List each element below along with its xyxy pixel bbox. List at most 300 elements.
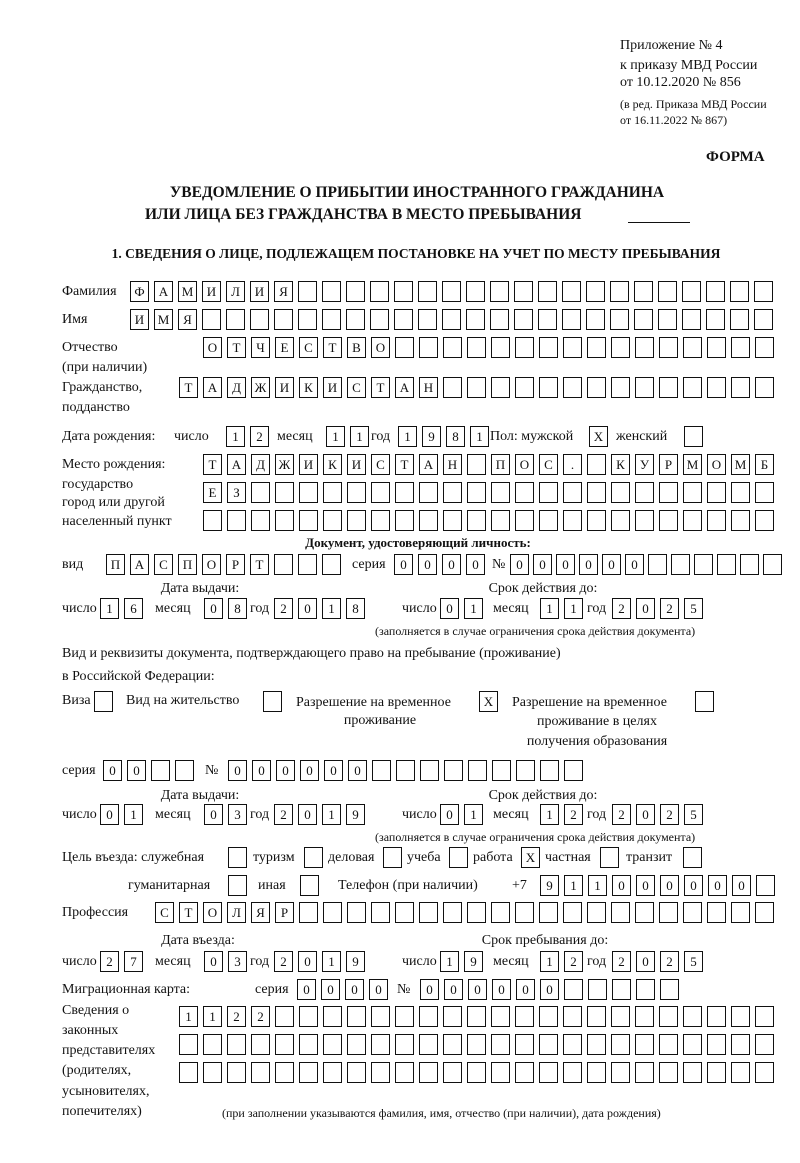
char-box[interactable]: [515, 510, 534, 531]
char-box[interactable]: Д: [227, 377, 246, 398]
char-box[interactable]: П: [178, 554, 197, 575]
char-box[interactable]: [683, 847, 702, 868]
char-box[interactable]: Т: [203, 454, 222, 475]
char-box[interactable]: [251, 482, 270, 503]
char-box[interactable]: [515, 377, 534, 398]
char-box[interactable]: К: [323, 454, 342, 475]
char-box[interactable]: [323, 902, 342, 923]
char-box[interactable]: 9: [422, 426, 441, 447]
char-box[interactable]: [635, 902, 654, 923]
char-box[interactable]: 0: [684, 875, 703, 896]
char-box[interactable]: [563, 902, 582, 923]
char-box[interactable]: Е: [203, 482, 222, 503]
char-box[interactable]: [275, 482, 294, 503]
char-box[interactable]: 9: [464, 951, 483, 972]
char-box[interactable]: Т: [179, 902, 198, 923]
char-box[interactable]: 1: [226, 426, 245, 447]
char-box[interactable]: 0: [602, 554, 621, 575]
char-box[interactable]: А: [154, 281, 173, 302]
char-box[interactable]: [347, 510, 366, 531]
char-box[interactable]: [648, 554, 667, 575]
char-box[interactable]: [151, 760, 170, 781]
char-box[interactable]: 1: [564, 875, 583, 896]
char-box[interactable]: [683, 377, 702, 398]
char-box[interactable]: 2: [612, 951, 631, 972]
char-box[interactable]: [372, 760, 391, 781]
char-box[interactable]: [299, 1006, 318, 1027]
char-box[interactable]: С: [154, 554, 173, 575]
char-box[interactable]: [491, 1034, 510, 1055]
char-box[interactable]: [444, 760, 463, 781]
char-box[interactable]: 0: [204, 804, 223, 825]
char-box[interactable]: [275, 1006, 294, 1027]
char-box[interactable]: 0: [420, 979, 439, 1000]
char-box[interactable]: [467, 1062, 486, 1083]
char-box[interactable]: [659, 1006, 678, 1027]
char-box[interactable]: .: [563, 454, 582, 475]
char-box[interactable]: [707, 482, 726, 503]
char-box[interactable]: [395, 482, 414, 503]
char-box[interactable]: [419, 482, 438, 503]
char-box[interactable]: 5: [684, 598, 703, 619]
char-box[interactable]: И: [202, 281, 221, 302]
char-box[interactable]: [515, 1006, 534, 1027]
char-box[interactable]: [323, 1062, 342, 1083]
char-box[interactable]: [683, 1034, 702, 1055]
char-box[interactable]: К: [299, 377, 318, 398]
char-box[interactable]: 0: [540, 979, 559, 1000]
char-box[interactable]: 2: [660, 951, 679, 972]
char-box[interactable]: Т: [371, 377, 390, 398]
char-box[interactable]: С: [299, 337, 318, 358]
char-box[interactable]: [275, 510, 294, 531]
char-box[interactable]: [467, 337, 486, 358]
char-box[interactable]: [563, 1034, 582, 1055]
char-box[interactable]: [683, 510, 702, 531]
char-box[interactable]: X: [521, 847, 540, 868]
char-box[interactable]: А: [203, 377, 222, 398]
char-box[interactable]: [467, 510, 486, 531]
char-box[interactable]: [683, 1006, 702, 1027]
char-box[interactable]: 0: [510, 554, 529, 575]
char-box[interactable]: [491, 482, 510, 503]
char-box[interactable]: Л: [227, 902, 246, 923]
char-box[interactable]: В: [347, 337, 366, 358]
char-box[interactable]: 6: [124, 598, 143, 619]
char-box[interactable]: 2: [564, 951, 583, 972]
char-box[interactable]: 0: [298, 951, 317, 972]
char-box[interactable]: [263, 691, 282, 712]
char-box[interactable]: [659, 377, 678, 398]
char-box[interactable]: 2: [250, 426, 269, 447]
char-box[interactable]: [755, 510, 774, 531]
char-box[interactable]: [492, 760, 511, 781]
char-box[interactable]: [563, 377, 582, 398]
char-box[interactable]: М: [178, 281, 197, 302]
char-box[interactable]: [395, 1006, 414, 1027]
char-box[interactable]: [539, 1062, 558, 1083]
char-box[interactable]: [443, 1034, 462, 1055]
char-box[interactable]: Т: [227, 337, 246, 358]
char-box[interactable]: [539, 510, 558, 531]
char-box[interactable]: 0: [440, 804, 459, 825]
char-box[interactable]: 0: [103, 760, 122, 781]
char-box[interactable]: [371, 902, 390, 923]
char-box[interactable]: [347, 902, 366, 923]
char-box[interactable]: [586, 281, 605, 302]
char-box[interactable]: [395, 510, 414, 531]
char-box[interactable]: [635, 1034, 654, 1055]
char-box[interactable]: X: [479, 691, 498, 712]
char-box[interactable]: 2: [612, 804, 631, 825]
char-box[interactable]: 2: [227, 1006, 246, 1027]
char-box[interactable]: [299, 1062, 318, 1083]
char-box[interactable]: [274, 554, 293, 575]
char-box[interactable]: [671, 554, 690, 575]
char-box[interactable]: [443, 377, 462, 398]
char-box[interactable]: 0: [625, 554, 644, 575]
char-box[interactable]: [467, 1034, 486, 1055]
char-box[interactable]: [635, 510, 654, 531]
char-box[interactable]: [202, 309, 221, 330]
char-box[interactable]: 0: [444, 979, 463, 1000]
char-box[interactable]: [467, 1006, 486, 1027]
char-box[interactable]: [562, 309, 581, 330]
char-box[interactable]: [611, 377, 630, 398]
char-box[interactable]: [515, 902, 534, 923]
char-box[interactable]: [299, 510, 318, 531]
char-box[interactable]: 0: [369, 979, 388, 1000]
char-box[interactable]: [659, 337, 678, 358]
char-box[interactable]: [203, 510, 222, 531]
char-box[interactable]: Т: [323, 337, 342, 358]
char-box[interactable]: [515, 337, 534, 358]
char-box[interactable]: [419, 1062, 438, 1083]
char-box[interactable]: И: [130, 309, 149, 330]
char-box[interactable]: [659, 482, 678, 503]
char-box[interactable]: 0: [516, 979, 535, 1000]
char-box[interactable]: [179, 1062, 198, 1083]
char-box[interactable]: [538, 281, 557, 302]
char-box[interactable]: [467, 482, 486, 503]
char-box[interactable]: [683, 482, 702, 503]
char-box[interactable]: [635, 337, 654, 358]
char-box[interactable]: [443, 1062, 462, 1083]
char-box[interactable]: [755, 902, 774, 923]
char-box[interactable]: Р: [226, 554, 245, 575]
char-box[interactable]: [587, 510, 606, 531]
char-box[interactable]: [731, 1006, 750, 1027]
char-box[interactable]: [731, 337, 750, 358]
char-box[interactable]: [419, 337, 438, 358]
char-box[interactable]: [563, 337, 582, 358]
char-box[interactable]: [515, 1062, 534, 1083]
char-box[interactable]: 2: [274, 804, 293, 825]
char-box[interactable]: [611, 902, 630, 923]
char-box[interactable]: [491, 510, 510, 531]
char-box[interactable]: [94, 691, 113, 712]
char-box[interactable]: 1: [540, 598, 559, 619]
char-box[interactable]: Д: [251, 454, 270, 475]
char-box[interactable]: Ч: [251, 337, 270, 358]
char-box[interactable]: 8: [346, 598, 365, 619]
char-box[interactable]: [395, 902, 414, 923]
char-box[interactable]: 0: [636, 951, 655, 972]
char-box[interactable]: [418, 281, 437, 302]
char-box[interactable]: 0: [660, 875, 679, 896]
char-box[interactable]: [449, 847, 468, 868]
char-box[interactable]: [228, 875, 247, 896]
char-box[interactable]: 0: [298, 598, 317, 619]
char-box[interactable]: 2: [100, 951, 119, 972]
char-box[interactable]: 0: [100, 804, 119, 825]
char-box[interactable]: [707, 377, 726, 398]
char-box[interactable]: [754, 309, 773, 330]
char-box[interactable]: [636, 979, 655, 1000]
char-box[interactable]: Я: [178, 309, 197, 330]
char-box[interactable]: [634, 309, 653, 330]
char-box[interactable]: [395, 1034, 414, 1055]
char-box[interactable]: [490, 309, 509, 330]
char-box[interactable]: [707, 337, 726, 358]
char-box[interactable]: [539, 482, 558, 503]
char-box[interactable]: [611, 1006, 630, 1027]
char-box[interactable]: [706, 309, 725, 330]
char-box[interactable]: [587, 337, 606, 358]
char-box[interactable]: 1: [322, 951, 341, 972]
char-box[interactable]: [683, 902, 702, 923]
char-box[interactable]: [731, 377, 750, 398]
char-box[interactable]: 0: [466, 554, 485, 575]
char-box[interactable]: [371, 1006, 390, 1027]
char-box[interactable]: 1: [322, 598, 341, 619]
char-box[interactable]: [275, 1034, 294, 1055]
char-box[interactable]: [755, 377, 774, 398]
char-box[interactable]: [610, 309, 629, 330]
char-box[interactable]: [371, 1062, 390, 1083]
char-box[interactable]: 0: [204, 951, 223, 972]
char-box[interactable]: 1: [124, 804, 143, 825]
char-box[interactable]: X: [589, 426, 608, 447]
char-box[interactable]: [731, 902, 750, 923]
char-box[interactable]: [347, 1006, 366, 1027]
char-box[interactable]: [587, 377, 606, 398]
char-box[interactable]: 1: [322, 804, 341, 825]
char-box[interactable]: [515, 482, 534, 503]
char-box[interactable]: 2: [274, 598, 293, 619]
char-box[interactable]: [659, 902, 678, 923]
char-box[interactable]: [707, 510, 726, 531]
char-box[interactable]: [660, 979, 679, 1000]
char-box[interactable]: [394, 281, 413, 302]
char-box[interactable]: 0: [636, 598, 655, 619]
char-box[interactable]: 0: [300, 760, 319, 781]
char-box[interactable]: 0: [348, 760, 367, 781]
char-box[interactable]: А: [395, 377, 414, 398]
char-box[interactable]: [539, 377, 558, 398]
char-box[interactable]: [346, 309, 365, 330]
char-box[interactable]: 0: [556, 554, 575, 575]
char-box[interactable]: К: [611, 454, 630, 475]
char-box[interactable]: [419, 510, 438, 531]
char-box[interactable]: [515, 1034, 534, 1055]
char-box[interactable]: [659, 510, 678, 531]
char-box[interactable]: [443, 482, 462, 503]
char-box[interactable]: С: [539, 454, 558, 475]
char-box[interactable]: [731, 1034, 750, 1055]
char-box[interactable]: Р: [275, 902, 294, 923]
char-box[interactable]: 0: [732, 875, 751, 896]
char-box[interactable]: 7: [124, 951, 143, 972]
char-box[interactable]: [468, 760, 487, 781]
char-box[interactable]: 0: [345, 979, 364, 1000]
char-box[interactable]: [175, 760, 194, 781]
char-box[interactable]: [419, 1006, 438, 1027]
char-box[interactable]: 5: [684, 804, 703, 825]
char-box[interactable]: [707, 1034, 726, 1055]
char-box[interactable]: 0: [204, 598, 223, 619]
char-box[interactable]: [491, 1062, 510, 1083]
char-box[interactable]: [611, 1034, 630, 1055]
char-box[interactable]: [754, 281, 773, 302]
char-box[interactable]: [659, 1034, 678, 1055]
char-box[interactable]: [587, 482, 606, 503]
char-box[interactable]: [730, 281, 749, 302]
char-box[interactable]: [203, 1062, 222, 1083]
char-box[interactable]: [443, 337, 462, 358]
char-box[interactable]: С: [155, 902, 174, 923]
char-box[interactable]: А: [130, 554, 149, 575]
char-box[interactable]: И: [299, 454, 318, 475]
char-box[interactable]: [563, 510, 582, 531]
char-box[interactable]: Н: [419, 377, 438, 398]
char-box[interactable]: [539, 337, 558, 358]
char-box[interactable]: [600, 847, 619, 868]
char-box[interactable]: Ж: [251, 377, 270, 398]
char-box[interactable]: Т: [250, 554, 269, 575]
char-box[interactable]: [611, 510, 630, 531]
char-box[interactable]: Р: [659, 454, 678, 475]
char-box[interactable]: 0: [708, 875, 727, 896]
char-box[interactable]: [683, 337, 702, 358]
char-box[interactable]: [323, 1034, 342, 1055]
char-box[interactable]: 0: [442, 554, 461, 575]
char-box[interactable]: О: [203, 337, 222, 358]
char-box[interactable]: [755, 1062, 774, 1083]
char-box[interactable]: [203, 1034, 222, 1055]
char-box[interactable]: [658, 281, 677, 302]
char-box[interactable]: 9: [346, 804, 365, 825]
char-box[interactable]: 0: [324, 760, 343, 781]
char-box[interactable]: [587, 1006, 606, 1027]
char-box[interactable]: [730, 309, 749, 330]
char-box[interactable]: Б: [755, 454, 774, 475]
char-box[interactable]: [420, 760, 439, 781]
char-box[interactable]: [682, 309, 701, 330]
char-box[interactable]: [635, 1006, 654, 1027]
char-box[interactable]: [587, 454, 606, 475]
char-box[interactable]: О: [371, 337, 390, 358]
char-box[interactable]: 0: [298, 804, 317, 825]
char-box[interactable]: [383, 847, 402, 868]
char-box[interactable]: [611, 482, 630, 503]
char-box[interactable]: [587, 902, 606, 923]
char-box[interactable]: [323, 482, 342, 503]
char-box[interactable]: 0: [276, 760, 295, 781]
char-box[interactable]: 0: [612, 875, 631, 896]
char-box[interactable]: [634, 281, 653, 302]
char-box[interactable]: [322, 281, 341, 302]
char-box[interactable]: 1: [464, 598, 483, 619]
char-box[interactable]: 1: [470, 426, 489, 447]
char-box[interactable]: [443, 510, 462, 531]
char-box[interactable]: 1: [326, 426, 345, 447]
char-box[interactable]: [227, 1062, 246, 1083]
char-box[interactable]: [539, 1006, 558, 1027]
char-box[interactable]: [731, 510, 750, 531]
char-box[interactable]: 0: [468, 979, 487, 1000]
char-box[interactable]: М: [154, 309, 173, 330]
char-box[interactable]: [659, 1062, 678, 1083]
char-box[interactable]: У: [635, 454, 654, 475]
char-box[interactable]: 1: [179, 1006, 198, 1027]
char-box[interactable]: [755, 482, 774, 503]
char-box[interactable]: [562, 281, 581, 302]
char-box[interactable]: 0: [579, 554, 598, 575]
char-box[interactable]: 1: [540, 951, 559, 972]
char-box[interactable]: [586, 309, 605, 330]
char-box[interactable]: [612, 979, 631, 1000]
char-box[interactable]: [298, 309, 317, 330]
char-box[interactable]: 8: [228, 598, 247, 619]
char-box[interactable]: [683, 1062, 702, 1083]
char-box[interactable]: [250, 309, 269, 330]
char-box[interactable]: 2: [612, 598, 631, 619]
char-box[interactable]: [635, 482, 654, 503]
char-box[interactable]: [588, 979, 607, 1000]
char-box[interactable]: [717, 554, 736, 575]
char-box[interactable]: [299, 482, 318, 503]
char-box[interactable]: [635, 377, 654, 398]
char-box[interactable]: [304, 847, 323, 868]
char-box[interactable]: [370, 309, 389, 330]
char-box[interactable]: [564, 979, 583, 1000]
char-box[interactable]: И: [347, 454, 366, 475]
char-box[interactable]: 1: [350, 426, 369, 447]
char-box[interactable]: [538, 309, 557, 330]
char-box[interactable]: 1: [398, 426, 417, 447]
char-box[interactable]: [226, 309, 245, 330]
char-box[interactable]: [563, 1006, 582, 1027]
char-box[interactable]: 5: [684, 951, 703, 972]
char-box[interactable]: [731, 1062, 750, 1083]
char-box[interactable]: [394, 309, 413, 330]
char-box[interactable]: [755, 337, 774, 358]
char-box[interactable]: [466, 281, 485, 302]
char-box[interactable]: [707, 902, 726, 923]
char-box[interactable]: [491, 377, 510, 398]
char-box[interactable]: [395, 337, 414, 358]
char-box[interactable]: 1: [203, 1006, 222, 1027]
char-box[interactable]: [298, 554, 317, 575]
char-box[interactable]: [419, 902, 438, 923]
char-box[interactable]: 1: [440, 951, 459, 972]
char-box[interactable]: [694, 554, 713, 575]
char-box[interactable]: [443, 902, 462, 923]
char-box[interactable]: 0: [127, 760, 146, 781]
char-box[interactable]: Т: [395, 454, 414, 475]
char-box[interactable]: 0: [228, 760, 247, 781]
